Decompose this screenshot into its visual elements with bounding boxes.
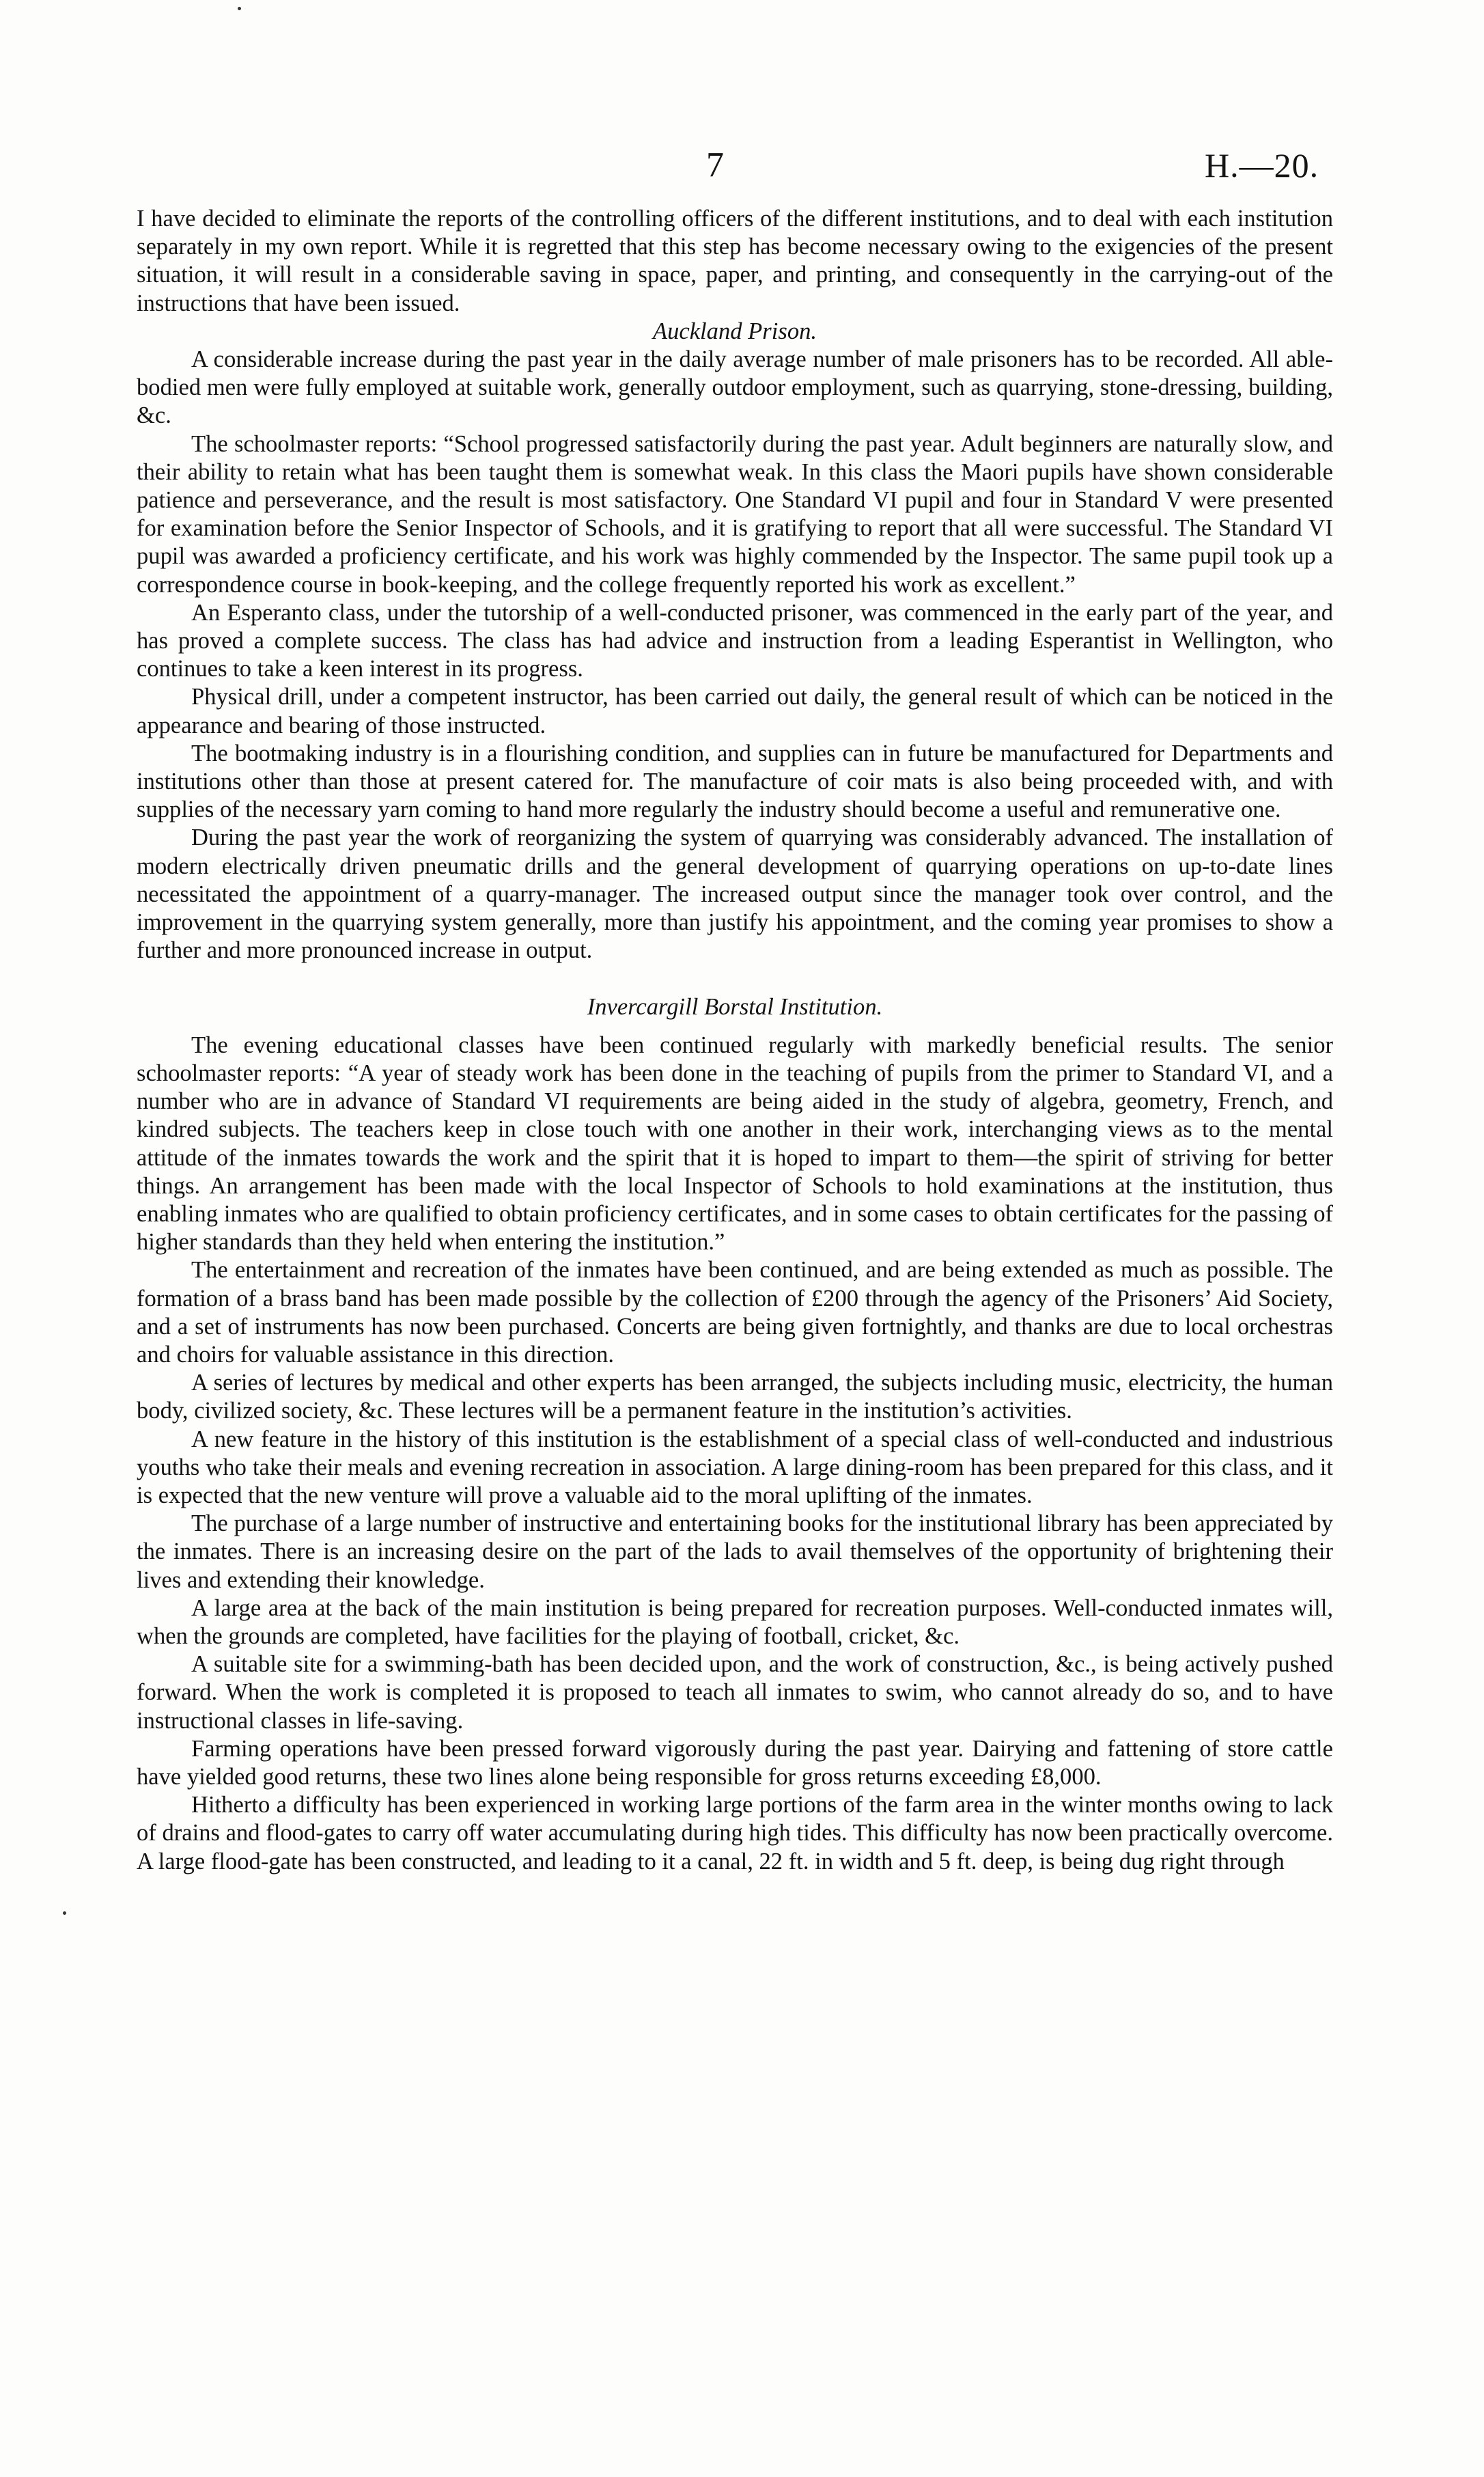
print-speck	[238, 7, 241, 10]
paragraph: A considerable increase during the past year in the daily average number of male prisoners has to be recorded. All able-bodied men were fully employed at suitable work, generally outdoor employment, such as quarrying, stone-dressing, building, &c.	[137, 346, 1333, 429]
paragraph: During the past year the work of reorganizing the system of quarrying was considerably advanced. The installation of modern electrically driven pneumatic drills and the general development of quarrying operations on up-to-date lines necessitated the appointment of a quarry-manager. The increased output since the manager took over control, and the improvement in the quarrying system generally, more than justify his appointment, and the coming year promises to show a further and more pronounced increase in output.	[137, 825, 1333, 964]
paragraph: The purchase of a large number of instructive and entertaining books for the institutional library has been appreciated by the inmates. There is an increasing desire on the part of the lads to avail themselves of the opportunity of brightening their lives and extending their knowledge.	[137, 1510, 1333, 1593]
paragraph: The evening educational classes have been continued regularly with markedly beneficial results. The senior schoolmaster reports: “A year of steady work has been done in the teaching of pupils from the primer to Standard VI, and a number who are in advance of Standard VI requirements are being aided in the study of algebra, geometry, French, and kindred subjects. The teachers keep in close touch with one another in their work, interchanging views as to the mental attitude of the inmates towards the work and the spirit that it is hoped to impart to them—the spirit of striving for better things. An arrangement has been made with the local Inspector of Schools to hold examinations at the institution, thus enabling inmates who are qualified to obtain proficiency certificates, and in some cases to obtain certificates for the passing of higher standards than they held when entering the institution.”	[137, 1032, 1333, 1256]
paragraph: Physical drill, under a competent instructor, has been carried out daily, the general result of which can be noticed in the appearance and bearing of those instructed.	[137, 684, 1333, 738]
paragraph: An Esperanto class, under the tutorship of a well-conducted prisoner, was commenced in the early part of the year, and has proved a complete success. The class has had advice and instruction from a leading Esperantist in Wellington, who continues to take a keen interest in its progress.	[137, 599, 1333, 682]
section-heading-invercargill-borstal: Invercargill Borstal Institution.	[587, 994, 883, 1021]
print-speck	[63, 1911, 66, 1915]
paragraph: A large area at the back of the main institution is being prepared for recreation purposes. Well-conducted inmates will, when the grounds are completed, have facilities for the playing of football, cricket, &c.	[137, 1594, 1333, 1649]
paragraph: The entertainment and recreation of the inmates have been continued, and are being extended as much as possible. The formation of a brass band has been made possible by the collection of £200 through the agency of the Prisoners’ Aid Society, and a set of instruments has now been purchased. Concerts are being given fortnightly, and thanks are due to local orchestras and choirs for valuable assistance in this direction.	[137, 1257, 1333, 1368]
paragraph: The bootmaking industry is in a flourishing condition, and supplies can in future be manufactured for Departments and institutions other than those at present catered for. The manufacture of coir mats is also being proceeded with, and with supplies of the necessary yarn coming to hand more regularly the industry should become a useful and remunerative one.	[137, 740, 1333, 823]
paragraph: The schoolmaster reports: “School progressed satisfactorily during the past year. Adult beginners are naturally slow, and their ability to retain what has been taught them is somewhat weak. In this class the Maori pupils have shown considerable patience and perseverance, and the result is most satisfactory. One Standard VI pupil and four in Standard V were presented for examination before the Senior Inspector of Schools, and it is gratifying to report that all were successful. The Standard VI pupil was awarded a proficiency certificate, and his work was highly commended by the Inspector. The same pupil took up a correspondence course in book-keeping, and the college frequently reported his work as excellent.”	[137, 430, 1333, 598]
paragraph: Farming operations have been pressed forward vigorously during the past year. Dairying and fattening of store cattle have yielded good returns, these two lines alone being responsible for gross returns exceeding £8,000.	[137, 1735, 1333, 1790]
intro-paragraph: I have decided to eliminate the reports of the controlling officers of the different institutions, and to deal with each institution separately in my own report. While it is regretted that this step has become necessary owing to the exigencies of the present situation, it will result in a considerable saving in space, paper, and printing, and consequently in the carrying-out of the instructions that have been issued.	[137, 206, 1333, 316]
section-heading-auckland-prison: Auckland Prison.	[652, 318, 817, 344]
paragraph: A series of lectures by medical and other experts has been arranged, the subjects including music, electricity, the human body, civilized society, &c. These lectures will be a permanent feature in the institution’s activities.	[137, 1370, 1333, 1424]
paragraph: Hitherto a difficulty has been experienced in working large portions of the farm area in the winter months owing to lack of drains and flood-gates to carry off water accumulating during high tides. This difficulty has now been practically overcome. A large flood-gate has been constructed, and leading to it a canal, 22 ft. in width and 5 ft. deep, is being dug right through	[137, 1792, 1333, 1874]
document-code: H.—20.	[1205, 146, 1319, 184]
report-body	[137, 205, 1333, 1876]
paragraph: A suitable site for a swimming-bath has been decided upon, and the work of construction, &c., is being actively pushed forward. When the work is completed it is proposed to teach all inmates to swim, who cannot already do so, and to have instructional classes in life-saving.	[137, 1651, 1333, 1734]
paragraph: A new feature in the history of this institution is the establishment of a special class of well-conducted and industrious youths who take their meals and evening recreation in association. A large dining-room has been prepared for this class, and it is expected that the new venture will prove a valuable aid to the moral uplifting of the inmates.	[137, 1426, 1333, 1508]
page-number: 7	[706, 146, 724, 184]
